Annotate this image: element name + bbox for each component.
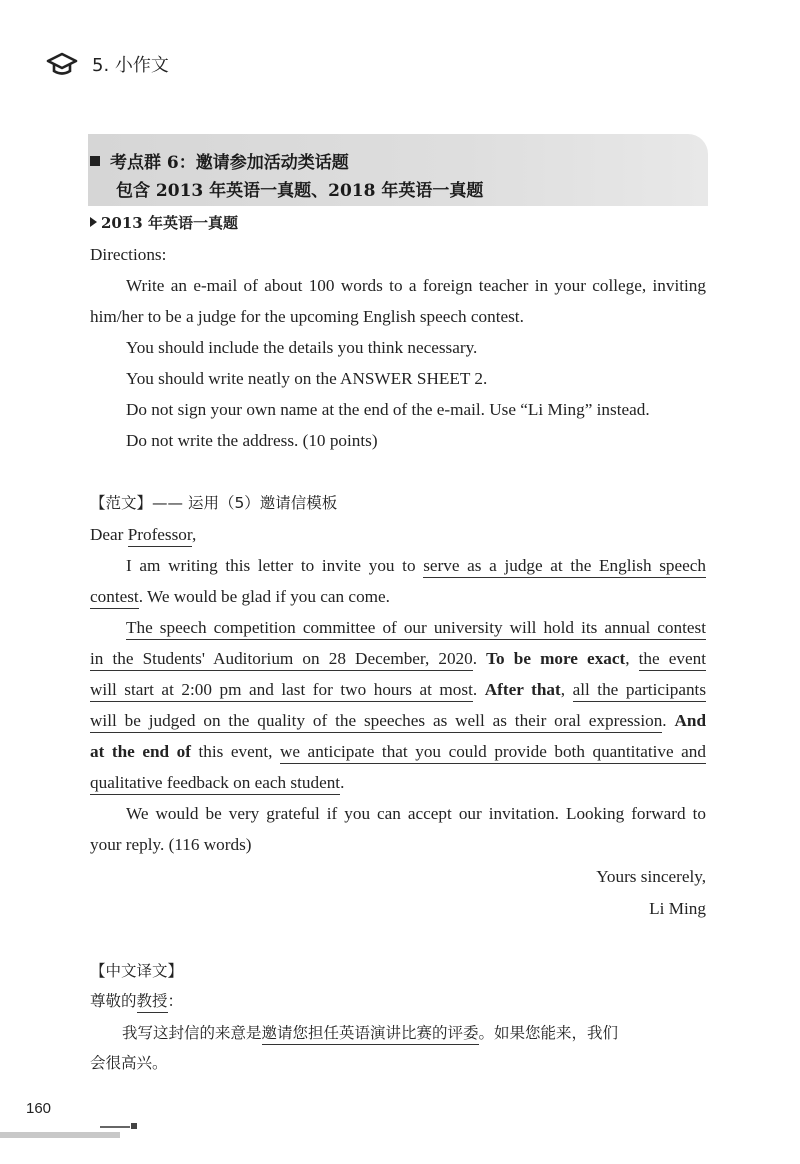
directions-text: him/her to be a judge for the upcoming English speech contest. [90, 307, 524, 326]
triangle-bullet-icon [90, 217, 97, 227]
directions-text: Do not sign your own name at the end of the e-mail. Use “Li Ming” instead. [126, 400, 650, 419]
letter-line: contest. We would be glad if you can come. [90, 586, 706, 608]
section-title: 5. 小作文 [92, 55, 169, 76]
letter-signature: Li Ming [649, 899, 706, 918]
letter-line: We would be very grateful if you can accept our invitation. Looking forward to [126, 804, 706, 823]
footer-line [100, 1126, 130, 1128]
letter-line: I am writing this letter to invite you to serve as a judge at the English speech [126, 555, 706, 577]
letter-line: at the end of this event, we anticipate that you could provide both quantitative and [90, 741, 706, 763]
translation-line: 会很高兴。 [90, 1054, 168, 1072]
letter-line: The speech competition committee of our university will hold its annual contest [126, 617, 706, 639]
letter-line: will be judged on the quality of the speeches as well as their oral expression. And [90, 710, 706, 732]
sample-label: 【范文】—— 运用（5）邀请信模板 [90, 494, 338, 512]
graduation-cap-icon [46, 51, 78, 77]
footer-bar [0, 1132, 120, 1138]
letter-salutation: Dear Professor, [90, 524, 706, 546]
translation-salutation: 尊敬的教授： [90, 990, 183, 1012]
directions-label: Directions: [90, 245, 167, 264]
letter-line: qualitative feedback on each student. [90, 772, 706, 794]
square-bullet-icon [90, 156, 100, 166]
banner-subtitle: 包含 2013 年英语一真题、2018 年英语一真题 [116, 181, 484, 201]
directions-text: Write an e-mail of about 100 words to a foreign teacher in your college, inviting [126, 276, 706, 295]
banner-title: 考点群 6：邀请参加活动类话题 [90, 148, 349, 173]
page-number: 160 [26, 1100, 52, 1117]
footer-square [131, 1123, 137, 1129]
letter-line: in the Students' Auditorium on 28 December, 2020. To be more exact, the event [90, 648, 706, 670]
letter-line: will start at 2:00 pm and last for two hours at most. After that, all the participants [90, 679, 706, 701]
page-header [46, 50, 169, 78]
exam-subheading: 2013 年英语一真题 [90, 212, 238, 233]
letter-line: your reply. (116 words) [90, 835, 252, 854]
translation-label: 【中文译文】 [90, 962, 184, 980]
translation-line: 我写这封信的来意是邀请您担任英语演讲比赛的评委。如果您能来，我们 [122, 1022, 618, 1044]
directions-text: Do not write the address. (10 points) [126, 431, 378, 450]
directions-text: You should write neatly on the ANSWER SHEET 2. [126, 369, 488, 388]
directions-text: You should include the details you think necessary. [126, 338, 478, 357]
letter-closing: Yours sincerely, [596, 867, 706, 886]
